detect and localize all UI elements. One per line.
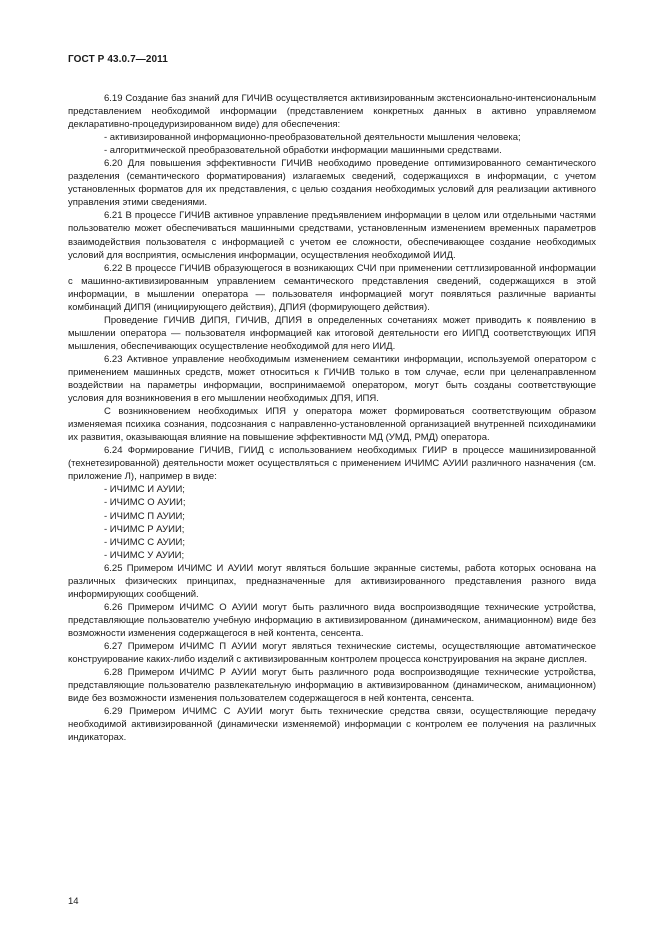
paragraph: 6.24 Формирование ГИЧИВ, ГИИД с использованием необходимых ГИИР в процессе машинизированной (технетезированной) деятельности может осуществляться с применением ИЧИМС АУИИ различного назначения (см. приложение Л), например в виде: bbox=[68, 445, 596, 483]
paragraph: 6.29 Примером ИЧИМС С АУИИ могут быть технические средства связи, осуществляющие передачу необходимой активизированной (динамически изменяемой) информации с контролем ее получения на различных индикаторах. bbox=[68, 706, 596, 744]
document-body bbox=[68, 92, 596, 744]
paragraph: 6.19 Создание баз знаний для ГИЧИВ осуществляется активизированным экстенсионально-интенсиональным представлением необходимой информации (представлением конкретных данных в активно управляемом декларативно-процедуризированном виде) для обеспечения: bbox=[68, 93, 596, 131]
paragraph: 6.27 Примером ИЧИМС П АУИИ могут являться технические системы, осуществляющие автоматическое конструирование каких-либо изделий с активизированным контролем процесса конструирования на экране дисплея. bbox=[68, 640, 596, 666]
list-item: - ИЧИМС У АУИИ; bbox=[104, 549, 185, 561]
page-number: 14 bbox=[68, 896, 79, 907]
paragraph: 6.22 В процессе ГИЧИВ образующегося в возникающих СЧИ при применении сеттлизированной информации с машинно-активизированным управлением семантического представления сведений, содержащихся в этой информации, в мышлении оператора — пользователя информацией могут появляться различные варианты комбинаций ДИПЯ (инициирующего действия), ДПИЯ (формирующего действия). bbox=[68, 262, 596, 313]
document-header: ГОСТ Р 43.0.7—2011 bbox=[68, 54, 168, 65]
paragraph: 6.21 В процессе ГИЧИВ активное управление предъявлением информации в целом или отдельными частями пользователю может обеспечиваться машинными средствами, установленным изменением временных параметров взаимодействия пользователя с информацией с учетом ее сложности, обеспечивающее создание необходимых условий для восприятия, осмысления информации, осуществления необходимой ИИД. bbox=[68, 210, 596, 261]
paragraph: 6.28 Примером ИЧИМС Р АУИИ могут быть различного рода воспроизводящие технические устройства, представляющие пользователю развлекательную информацию в активизированном (динамическом, анимационном) виде без возможности изменения пользователем содержащегося в ней контента, сенсента. bbox=[68, 667, 596, 705]
paragraph: 6.26 Примером ИЧИМС О АУИИ могут быть различного вида воспроизводящие технические устройства, представляющие пользователю учебную информацию в активизированном (динамическом, анимационном) виде без возможности изменения содержащегося в ней контента, сенсента. bbox=[68, 601, 596, 639]
paragraph: Проведение ГИЧИВ ДИПЯ, ГИЧИВ, ДПИЯ в определенных сочетаниях может приводить к появлению в мышлении оператора — пользователя информацией как итоговой деятельности его ИИПД соответствующих ИПЯ мышления, обеспечивающих осуществление необходимой для него ИИД. bbox=[68, 314, 596, 352]
list-item: - алгоритмической преобразовательной обработки информации машинными средствами. bbox=[104, 145, 502, 157]
paragraph: 6.23 Активное управление необходимым изменением семантики информации, используемой оператором с применением машинных средств, может относиться к ГИЧИВ только в том случае, если при целенаправленном воздействии на параметры информации, воспринимаемой оператором, могут быть созданы соответствующие условия для возникновения в его мышлении необходимых ДПЯ, ИПЯ. bbox=[68, 353, 596, 405]
paragraph: С возникновением необходимых ИПЯ у оператора может формироваться соответствующим образом изменяемая психика сознания, подсознания с направленно-установленной организацией внутренней психодинамики их развития, оказывающая влияние на повышение эффективности МД (УМД, РМД) оператора. bbox=[68, 406, 596, 444]
list-item: - ИЧИМС С АУИИ; bbox=[104, 536, 185, 548]
list-item: - ИЧИМС И АУИИ; bbox=[104, 484, 185, 496]
list-item: - ИЧИМС Р АУИИ; bbox=[104, 523, 185, 535]
list-item: - ИЧИМС П АУИИ; bbox=[104, 510, 185, 522]
list-item: - активизированной информационно-преобразовательной деятельности мышления человека; bbox=[104, 132, 521, 144]
paragraph: 6.25 Примером ИЧИМС И АУИИ могут являться большие экранные системы, работа которых основана на различных физических принципах, предназначенные для активизированного представления разного вида информирующих сообщений. bbox=[68, 562, 596, 600]
paragraph: 6.20 Для повышения эффективности ГИЧИВ необходимо проведение оптимизированного семантического разделения (семантического форматирования) излагаемых сведений, содержащихся в информации, с учетом установленных форматов для их представления, с целью создания необходимых условий для реализации активного управления этими сведениями. bbox=[68, 158, 596, 209]
list-item: - ИЧИМС О АУИИ; bbox=[104, 497, 186, 509]
